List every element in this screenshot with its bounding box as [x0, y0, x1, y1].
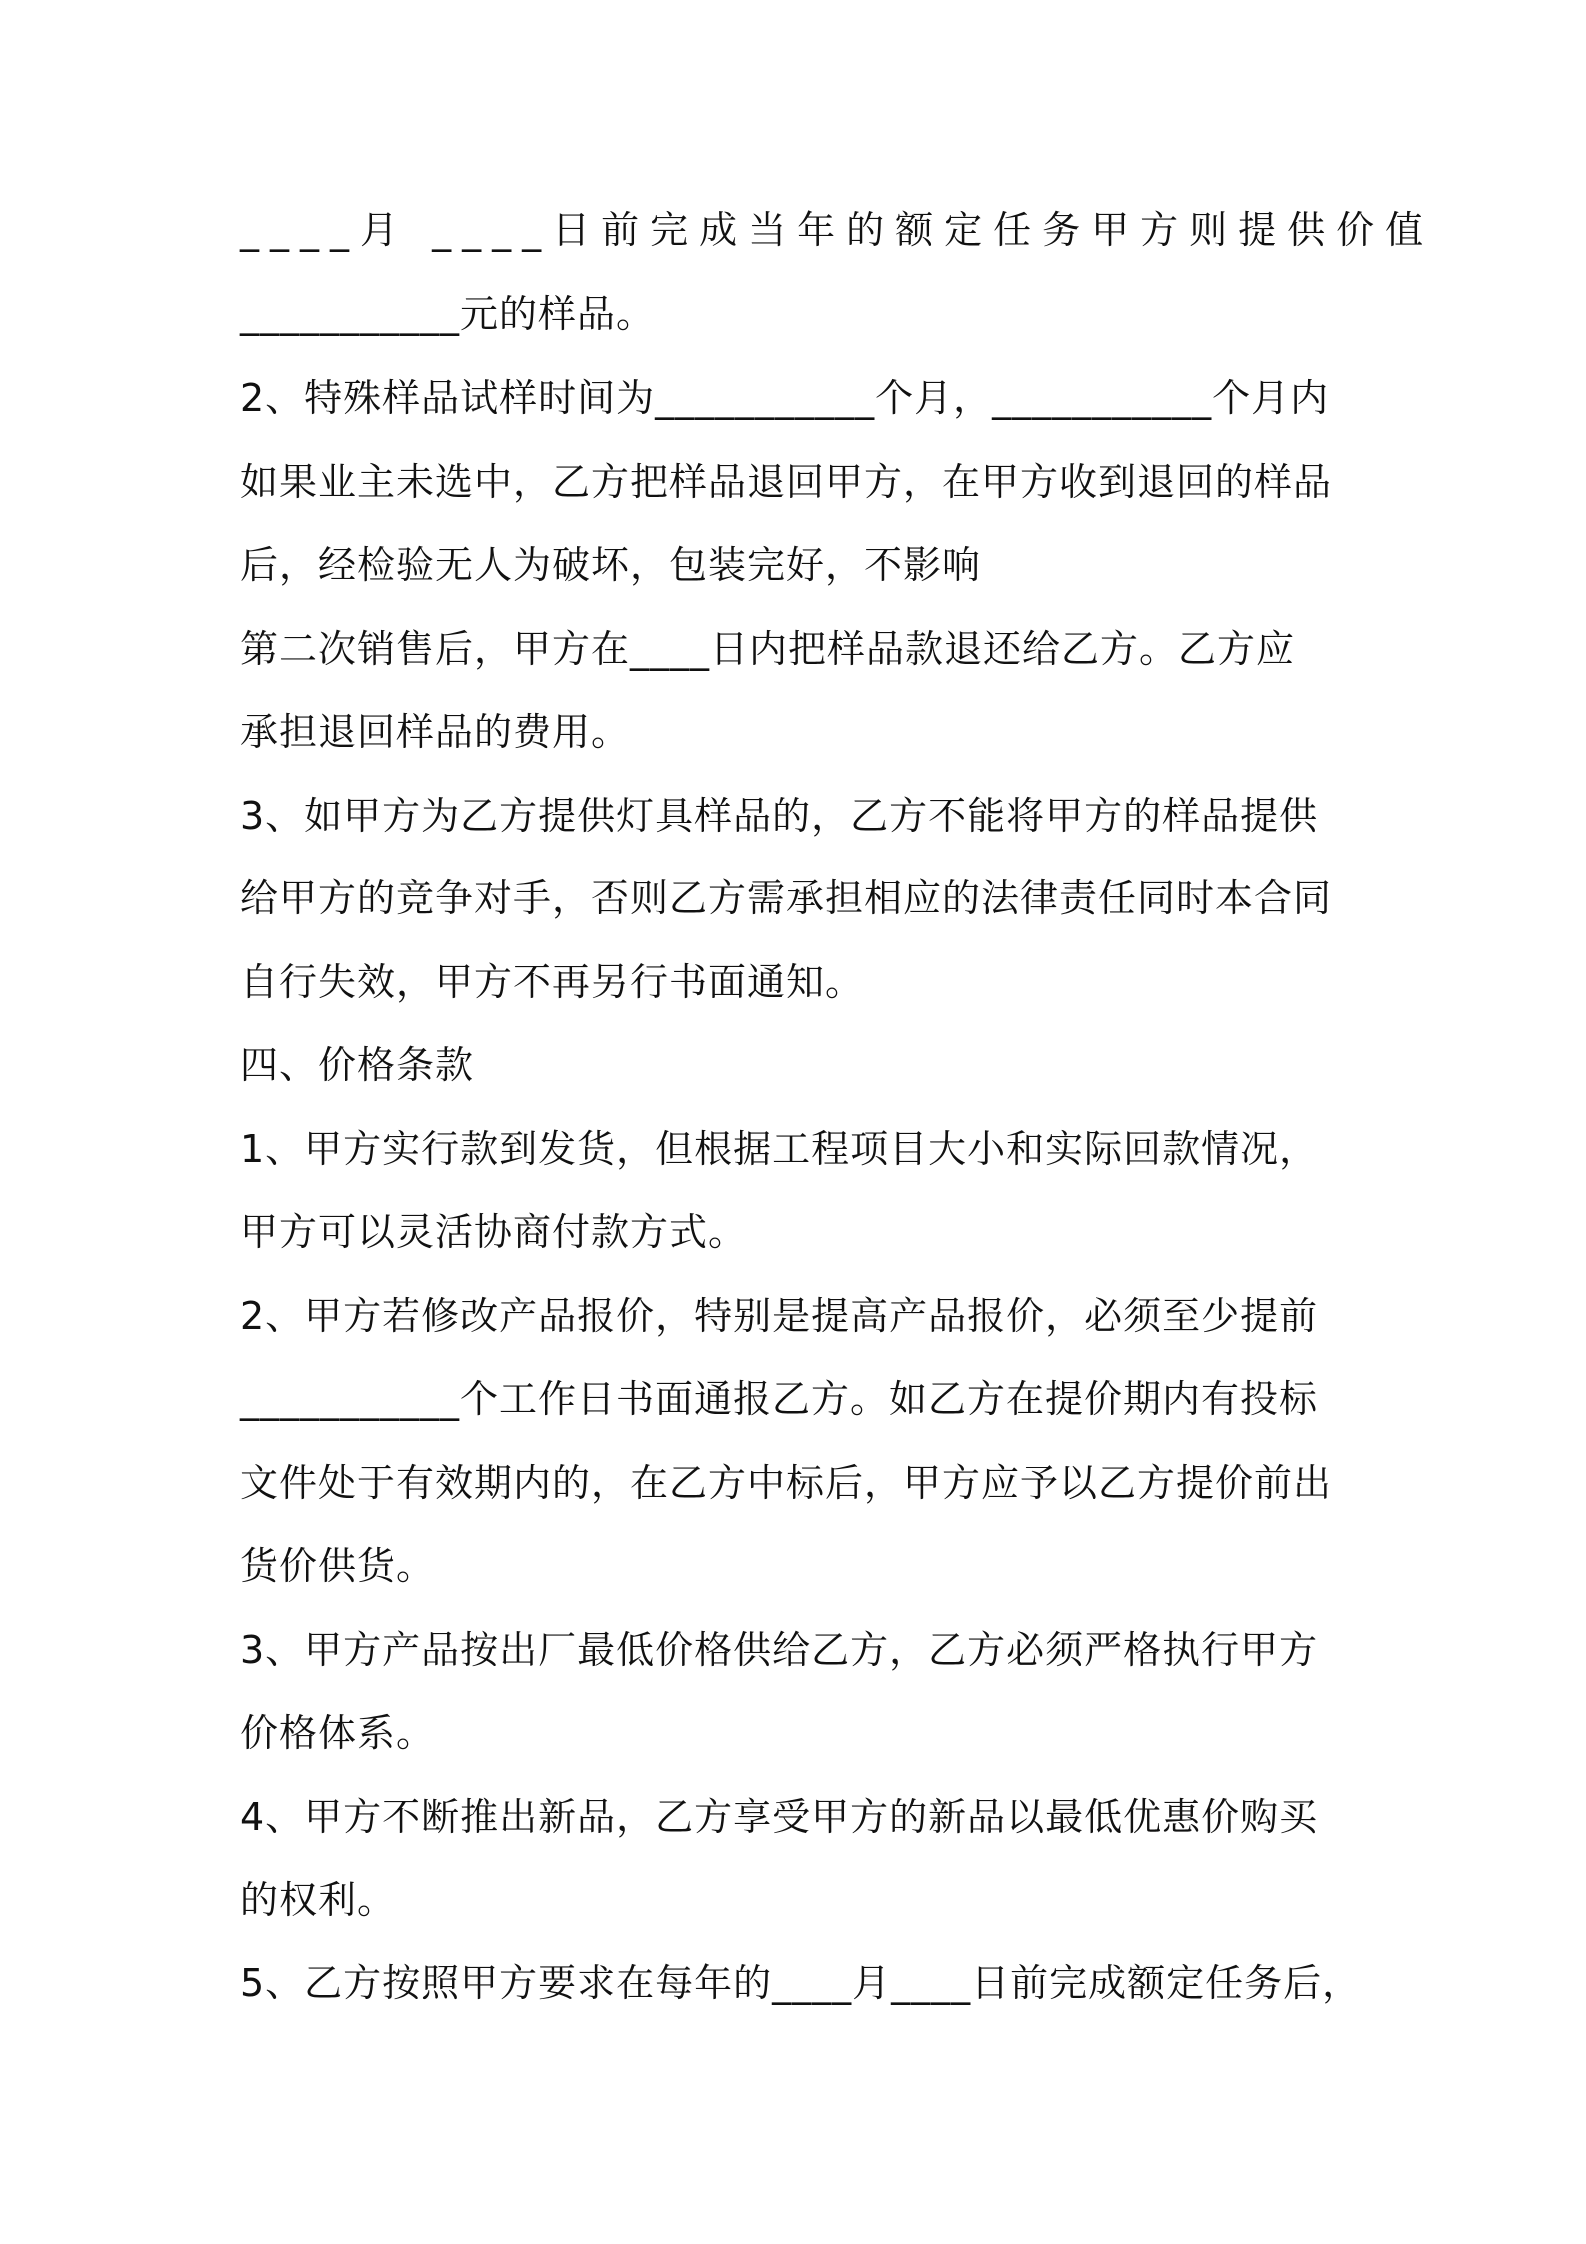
text-line-10: 自行失效，甲方不再另行书面通知。: [240, 960, 865, 1004]
text-line-7: 承担退回样品的费用。: [240, 710, 631, 754]
text-line-17: 货价供货。: [240, 1544, 436, 1588]
text-line-5: 后，经检验无人为破坏，包装完好，不影响: [240, 543, 982, 587]
text-line-21: 的权利。: [240, 1878, 397, 1922]
text-line-1: ____月 ____日前完成当年的额定任务甲方则提供价值: [240, 208, 1435, 252]
text-line-6: 第二次销售后，甲方在____日内把样品款退还给乙方。乙方应: [240, 627, 1296, 671]
text-line-4: 如果业主未选中，乙方把样品退回甲方，在甲方收到退回的样品: [240, 460, 1333, 504]
text-line-19: 价格体系。: [240, 1711, 436, 1755]
text-line-3: 2、特殊样品试样时间为___________个月，___________个月内: [240, 376, 1330, 420]
text-line-16: 文件处于有效期内的，在乙方中标后，甲方应予以乙方提价前出: [240, 1461, 1333, 1505]
text-line-20: 4、甲方不断推出新品，乙方享受甲方的新品以最低优惠价购买: [240, 1795, 1319, 1839]
text-line-2: ___________元的样品。: [240, 292, 656, 336]
text-line-18: 3、甲方产品按出厂最低价格供给乙方，乙方必须严格执行甲方: [240, 1628, 1319, 1672]
text-line-15: ___________个工作日书面通报乙方。如乙方在提价期内有投标: [240, 1377, 1319, 1421]
text-line-9: 给甲方的竞争对手，否则乙方需承担相应的法律责任同时本合同: [240, 876, 1333, 920]
text-line-8: 3、如甲方为乙方提供灯具样品的，乙方不能将甲方的样品提供: [240, 794, 1319, 838]
section-heading-pricing: 四、价格条款: [240, 1043, 475, 1087]
text-line-13: 甲方可以灵活协商付款方式。: [240, 1210, 748, 1254]
text-line-14: 2、甲方若修改产品报价，特别是提高产品报价，必须至少提前: [240, 1294, 1319, 1338]
text-line-22: 5、乙方按照甲方要求在每年的____月____日前完成额定任务后，: [240, 1961, 1362, 2005]
text-line-12: 1、甲方实行款到发货，但根据工程项目大小和实际回款情况，: [240, 1127, 1319, 1171]
